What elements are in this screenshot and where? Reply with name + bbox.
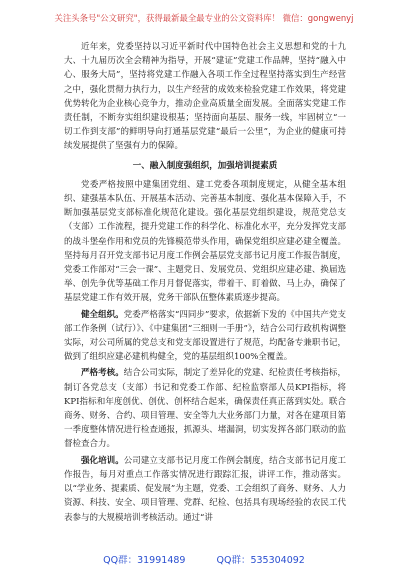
paragraph-lead: 严格考核。	[81, 368, 124, 379]
footer	[0, 552, 408, 566]
paragraph-text: 结合公司实际，制定了差异化的党建、纪检责任考核指标，制订各党总支（支部）书记和党委工作部、纪检监察部人员KPI指标，将KPI指标和年度创优、创优、创杯结合起来，确保责任真正落到实处。联合商务、财务、合约、项目管理、安全等九大业务部门力量，对各在建项目第一季度整体情况进行检查通报，抓源头、堵漏洞，切实发挥各部门联动的监督检查合力。	[64, 368, 346, 450]
footer-qq-group-1: QQ群：31991489	[103, 555, 186, 566]
paragraph-text: 党委严格落实“四同步”要求，依据新下发的《中国共产党支部工作条例（试行）》、《中建集团“三细则一手册”》，结合公司行政机构调整实际，对公司所属的党总支和党支部设置进行了规范，均配备专兼职书记，做到了组织应建必建机构健全，党的基层组织100%全覆盖。	[64, 309, 346, 363]
paragraph-lead: 健全组织。	[81, 309, 124, 320]
footer-qq-group-2: QQ群：535304092	[216, 555, 305, 566]
paragraph-standards: 党委严格按照中建集团党组、建工党委各项制度规定，从健全基本组织、建强基本队伍、开展基本活动、完善基本制度、强化基本保障入手，不断加强基层党支部标准化规范化建设。强化基层党组织建设，规范党总支（支部）工作流程，提升党建工作的科学化、标准化水平，充分发挥党支部的战斗堡垒作用和党员的先锋模范带头作用，确保党组织应建必建全覆盖。坚持每月召开党支部书记月度工作例会基层党支部书记月度工作报告制度，党委工作部对“三会一课”、主题党日、发展党员、党组织应建必建、换届选举、创先争优等基础工作月月督促落实，带着干、盯着做、马上办，确保了基层党建工作有效开展，党务干部队伍整体素质逐步提高。	[64, 179, 346, 304]
paragraph-text: 公司建立支部书记月度工作例会制度，结合支部书记月度工作报告，每月对重点工作落实情况进行跟踪汇报，讲评工作，推动落实。以“学业务、提素质、促发展”为主题，党委、工会组织了商务、财务、人力资源、科技、安全、项目管理、党群、纪检、包括具有现场经验的农民工代表参与的大规模培训考核活动。通过“讲	[64, 455, 346, 523]
paragraph-organization	[64, 308, 346, 365]
paragraph-lead: 强化培训。	[81, 455, 124, 466]
intro-paragraph: 近年来，党委坚持以习近平新时代中国特色社会主义思想和党的十九大、十九届历次全会精神为指导，开展“建证”党建工作品牌，坚持“融入中心、服务大局”，坚持将党建工作融入各项工作全过程坚持落实到生产经营之中，强化贯彻力执行力，以生产经营的成效来检验党建工作效果，将党建优势转化为企业核心竞争力，推动企业高质量全面发展。全面落实党建工作责任制，不断夯实组织建设根基；坚持面向基层、服务一线，牢固树立“一切工作到支部”的鲜明导向打通基层党建“最后一公里”，为企业的健康可持续发展提供了坚强有力的保障。	[64, 42, 346, 152]
document-body	[64, 40, 346, 527]
header-banner: 关注头条号"公文研究"，获得最新最全最专业的公文资料库！ 微信：gongwenyj	[54, 13, 354, 23]
section-heading: 一、融入制度强组织，加强培训提素质	[132, 160, 278, 171]
paragraph-training	[64, 454, 346, 525]
paragraph-assessment	[64, 366, 346, 451]
